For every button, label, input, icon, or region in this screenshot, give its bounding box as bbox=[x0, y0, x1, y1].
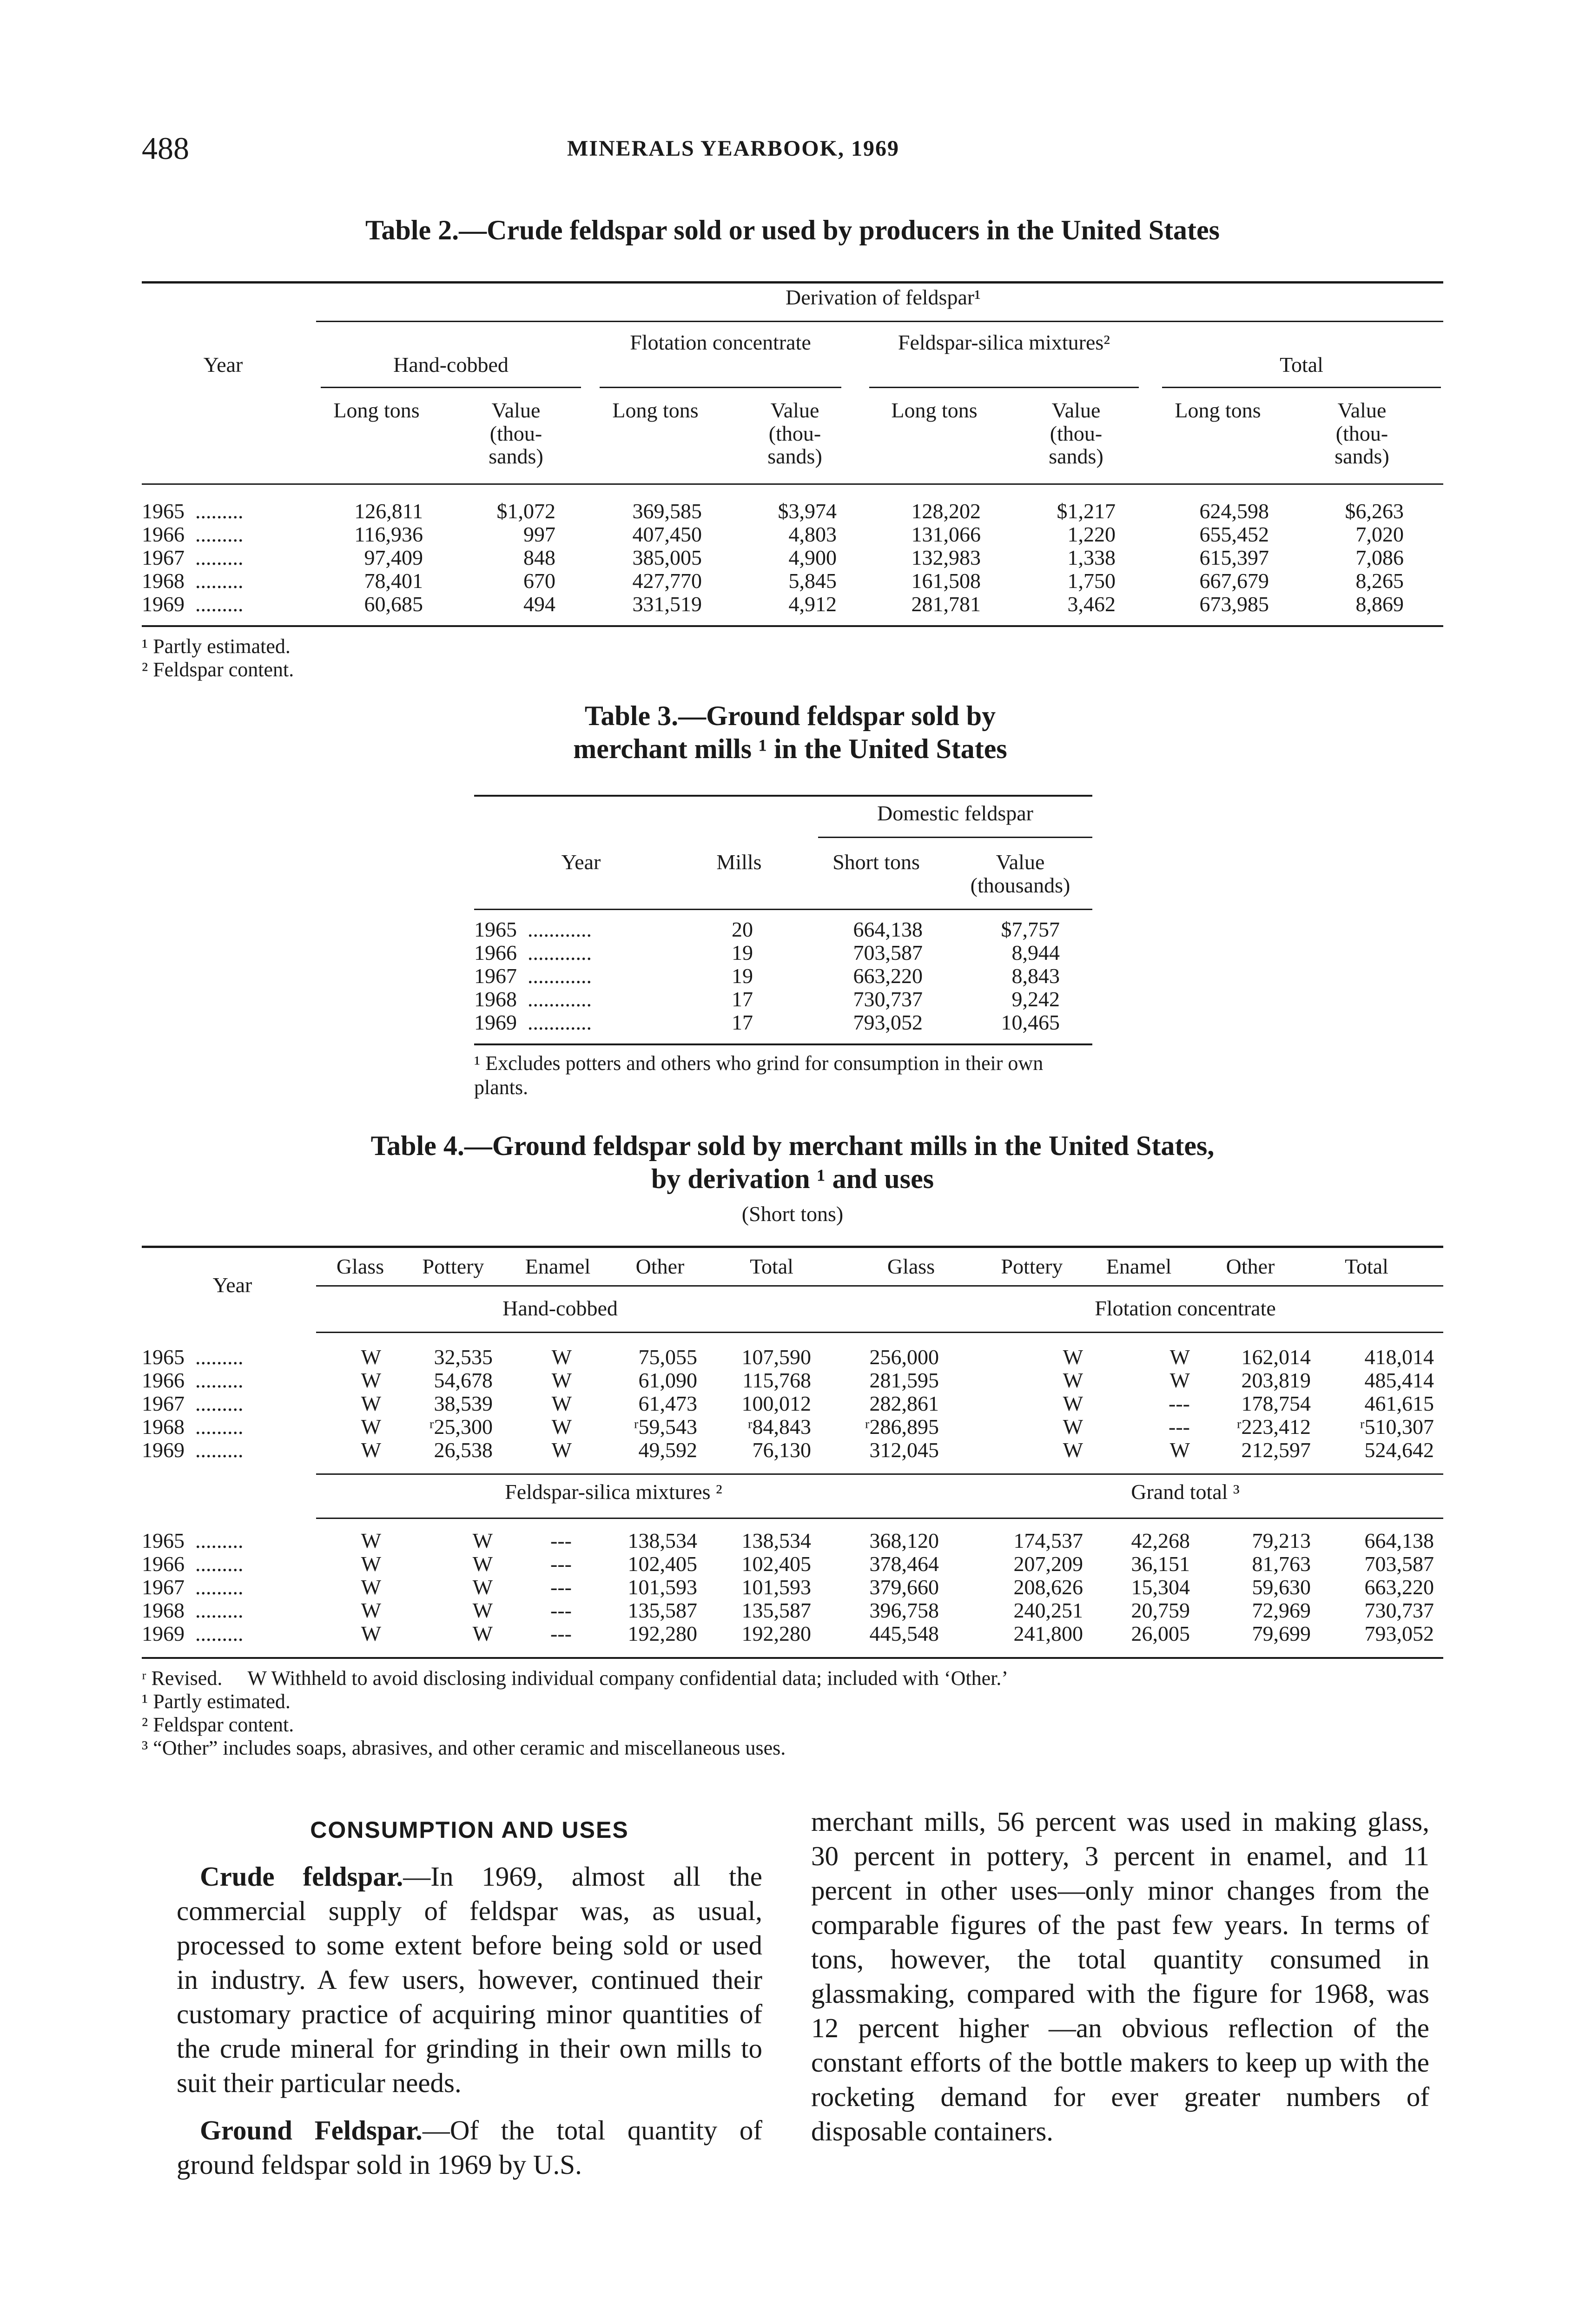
table4-s1-value-cell: 76,130 bbox=[752, 1438, 811, 1462]
table4-s2-value-cell: 664,138 bbox=[1364, 1529, 1434, 1552]
table2-value-cell: 407,450 bbox=[632, 522, 702, 546]
table3-value-cell: 8,843 bbox=[1011, 964, 1060, 988]
table4-s1-value-cell: W bbox=[1063, 1392, 1083, 1415]
table2-leader-dots: ......... bbox=[195, 592, 244, 616]
table4-s1-value-cell: 107,590 bbox=[741, 1345, 811, 1369]
table2-value-cell: 161,508 bbox=[911, 569, 981, 593]
table4-s1-value-cell: ʳ223,412 bbox=[1236, 1415, 1311, 1439]
table2-value-cell: 128,202 bbox=[911, 499, 981, 523]
table4-s1-value-cell: 212,597 bbox=[1241, 1438, 1311, 1462]
table2-sub-value: Value (thou- sands) bbox=[489, 398, 543, 469]
table4-s2-value-cell: 26,005 bbox=[1131, 1622, 1190, 1645]
table4-bottom-rule bbox=[142, 1657, 1443, 1659]
table4-s1-value-cell: W bbox=[1063, 1345, 1083, 1369]
table4-s1-value-cell: W bbox=[361, 1438, 381, 1462]
table4-leader-dots: ......... bbox=[195, 1368, 244, 1392]
table4-footnote: ʳ Revised. W Withheld to avoid disclosing individual company confidential data; included with ‘Other.’ bbox=[142, 1667, 1009, 1690]
table4-top-rule bbox=[142, 1246, 1443, 1248]
table2-sub-value: Value (thou- sands) bbox=[1049, 398, 1103, 469]
table2-year-cell: 1967 bbox=[142, 546, 185, 569]
table4-s2-value-cell: 42,268 bbox=[1131, 1529, 1190, 1552]
table4-s1-value-cell: W bbox=[1063, 1368, 1083, 1392]
table2-value-cell: 4,803 bbox=[788, 522, 837, 546]
table2-value-cell: 8,265 bbox=[1355, 569, 1404, 593]
table4-col-header: Glass bbox=[336, 1254, 384, 1278]
table3-leader-dots: ............ bbox=[528, 1010, 592, 1034]
table4-s2-value-cell: 20,759 bbox=[1131, 1598, 1190, 1622]
table2-value-cell: 655,452 bbox=[1199, 522, 1269, 546]
table3-tons-cell: 703,587 bbox=[853, 941, 923, 964]
table4-section-grand-total: Grand total ³ bbox=[1131, 1480, 1240, 1504]
table4-s2-value-cell: 138,534 bbox=[741, 1529, 811, 1552]
table2-value-cell: 427,770 bbox=[632, 569, 702, 593]
table3-top-rule bbox=[474, 795, 1092, 797]
table2-group-total: Total bbox=[1280, 353, 1323, 376]
table2-group-hand-cobbed: Hand-cobbed bbox=[393, 353, 509, 376]
table4-s2-value-cell: 174,537 bbox=[1013, 1529, 1083, 1552]
ground-body: —Of the total quantity of ground feldspar sold in 1969 by U.S. bbox=[177, 2115, 762, 2180]
table2-value-cell: 132,983 bbox=[911, 546, 981, 569]
table4-s2-value-cell: 379,660 bbox=[869, 1575, 939, 1599]
table3-leader-dots: ............ bbox=[528, 941, 592, 964]
table4-s1-value-cell: ʳ25,300 bbox=[429, 1415, 493, 1439]
table4-s2-value-cell: W bbox=[472, 1622, 493, 1645]
table4-s2-value-cell: --- bbox=[550, 1552, 572, 1576]
table4-s2-value-cell: --- bbox=[550, 1598, 572, 1622]
table2-footnote: ¹ Partly estimated. bbox=[142, 635, 291, 658]
table3-leader-dots: ............ bbox=[528, 918, 592, 941]
table2-footnote: ² Feldspar content. bbox=[142, 658, 294, 681]
table2-leader-dots: ......... bbox=[195, 569, 244, 593]
table4-year-header: Year bbox=[212, 1273, 252, 1297]
table4-cols-rule bbox=[316, 1285, 1443, 1287]
table4-s2-value-cell: 378,464 bbox=[869, 1552, 939, 1576]
table3-mills-cell: 19 bbox=[732, 964, 753, 988]
table4-s1-year-cell: 1969 bbox=[142, 1438, 185, 1462]
table2-value-cell: $3,974 bbox=[778, 499, 837, 523]
table2-header-rule bbox=[142, 483, 1443, 485]
table2-value-cell: $6,263 bbox=[1345, 499, 1404, 523]
table4-s2-value-cell: 79,699 bbox=[1252, 1622, 1311, 1645]
table4-s2-value-cell: 101,593 bbox=[628, 1575, 697, 1599]
table4-s1-value-cell: 100,012 bbox=[741, 1392, 811, 1415]
table2-value-cell: 667,679 bbox=[1199, 569, 1269, 593]
table2-sub-long: Long tons bbox=[612, 398, 699, 422]
table2-year-cell: 1966 bbox=[142, 522, 185, 546]
table4-s1-value-cell: 524,642 bbox=[1364, 1438, 1434, 1462]
table4-s2-value-cell: --- bbox=[550, 1529, 572, 1552]
table4-leader-dots: ......... bbox=[195, 1438, 244, 1462]
table3-tons-cell: 793,052 bbox=[853, 1010, 923, 1034]
table3-tons-cell: 664,138 bbox=[853, 918, 923, 941]
table4-s1-value-cell: 281,595 bbox=[869, 1368, 939, 1392]
table4-s2-value-cell: 15,304 bbox=[1131, 1575, 1190, 1599]
table4-s1-value-cell: 461,615 bbox=[1364, 1392, 1434, 1415]
table4-s2-value-cell: 79,213 bbox=[1252, 1529, 1311, 1552]
table4-s2-value-cell: 208,626 bbox=[1013, 1575, 1083, 1599]
table2-value-cell: 494 bbox=[523, 592, 555, 616]
table2-spanner-rule bbox=[316, 321, 1443, 322]
table4-s2-value-cell: W bbox=[361, 1598, 381, 1622]
table3-year-cell: 1968 bbox=[474, 987, 517, 1011]
table2-value-cell: 670 bbox=[523, 569, 555, 593]
table4-s1-value-cell: --- bbox=[1169, 1392, 1190, 1415]
table4-s2-value-cell: W bbox=[472, 1529, 493, 1552]
table4-section-mixtures: Feldspar-silica mixtures ² bbox=[505, 1480, 722, 1504]
table4-leader-dots: ......... bbox=[195, 1622, 244, 1645]
table2-group-rule bbox=[869, 387, 1139, 388]
paragraph-crude bbox=[177, 1859, 762, 2100]
table4-section-rule bbox=[316, 1332, 1443, 1333]
table2-value-cell: 997 bbox=[523, 522, 555, 546]
table2-sub-long: Long tons bbox=[333, 398, 420, 422]
table4-s1-value-cell: W bbox=[361, 1392, 381, 1415]
paragraph-ground-continued: merchant mills, 56 percent was used in making glass, 30 percent in pottery, 3 percent in enamel, and 11 percent in other uses—only minor changes from the comparable figures of the past few years. In terms of tons, however, the total quantity consumed in glassmaking, compared with the figure for 1968, was 12 percent higher —an obvious reflection of the constant efforts of the bottle makers to keep up with the rocketing demand for ever greater numbers of disposable containers. bbox=[811, 1806, 1429, 2146]
table4-s1-value-cell: W bbox=[551, 1392, 572, 1415]
table4-s1-value-cell: 61,090 bbox=[638, 1368, 697, 1392]
table4-s1-value-cell: ʳ286,895 bbox=[865, 1415, 939, 1439]
table3-mills-cell: 17 bbox=[732, 987, 753, 1011]
table4-s1-value-cell: ʳ59,543 bbox=[634, 1415, 697, 1439]
table3-year-cell: 1965 bbox=[474, 918, 517, 941]
table4-s2-year-cell: 1965 bbox=[142, 1529, 185, 1552]
table4-s1-value-cell: 178,754 bbox=[1241, 1392, 1311, 1415]
table4-s1-value-cell: W bbox=[1169, 1345, 1190, 1369]
table4-s1-value-cell: W bbox=[551, 1438, 572, 1462]
table2-year-cell: 1965 bbox=[142, 499, 185, 523]
table4-title-line1: Table 4.—Ground feldspar sold by merchant mills in the United States, bbox=[370, 1130, 1215, 1161]
right-column bbox=[811, 1804, 1429, 2148]
table4-s1-value-cell: 418,014 bbox=[1364, 1345, 1434, 1369]
table2-leader-dots: ......... bbox=[195, 546, 244, 569]
table4-s1-value-cell: W bbox=[361, 1415, 381, 1439]
table3-value-cell: $7,757 bbox=[1001, 918, 1060, 941]
table2-value-cell: 673,985 bbox=[1199, 592, 1269, 616]
table2-value-cell: 385,005 bbox=[632, 546, 702, 569]
table4-col-header: Pottery bbox=[1001, 1254, 1063, 1278]
table3-year-cell: 1966 bbox=[474, 941, 517, 964]
table2-group-mixtures: Feldspar-silica mixtures² bbox=[898, 330, 1110, 354]
table2-group-flotation: Flotation concentrate bbox=[630, 330, 811, 354]
table2-value-cell: 1,220 bbox=[1067, 522, 1116, 546]
table2-spanner: Derivation of feldspar¹ bbox=[786, 285, 981, 309]
table4-s2-value-cell: 102,405 bbox=[628, 1552, 697, 1576]
table4-s2-value-cell: 135,587 bbox=[628, 1598, 697, 1622]
table4-s2-value-cell: 135,587 bbox=[741, 1598, 811, 1622]
table4-s2-value-cell: W bbox=[361, 1575, 381, 1599]
table2-title: Table 2.—Crude feldspar sold or used by producers in the United States bbox=[365, 215, 1220, 245]
table4-s1-value-cell: W bbox=[551, 1415, 572, 1439]
table4-col-header: Glass bbox=[887, 1254, 935, 1278]
table4-s1-value-cell: 61,473 bbox=[638, 1392, 697, 1415]
table4-s1-value-cell: 485,414 bbox=[1364, 1368, 1434, 1392]
table2-value-cell: 848 bbox=[523, 546, 555, 569]
table2-value-cell: 126,811 bbox=[354, 499, 423, 523]
ground-runin: Ground Feldspar. bbox=[200, 2115, 423, 2146]
table3-year-cell: 1967 bbox=[474, 964, 517, 988]
table3-mills-header: Mills bbox=[716, 850, 762, 874]
table3-tons-cell: 663,220 bbox=[853, 964, 923, 988]
table4-s2-value-cell: --- bbox=[550, 1575, 572, 1599]
table2-value-cell: $1,072 bbox=[496, 499, 555, 523]
table2-value-cell: 7,020 bbox=[1355, 522, 1404, 546]
table2-value-cell: 1,338 bbox=[1067, 546, 1116, 569]
table4-leader-dots: ......... bbox=[195, 1598, 244, 1622]
table4-s2-value-cell: 101,593 bbox=[741, 1575, 811, 1599]
table2-value-cell: 4,912 bbox=[788, 592, 837, 616]
table3-value-cell: 10,465 bbox=[1001, 1010, 1060, 1034]
table4-s1-value-cell: 256,000 bbox=[869, 1345, 939, 1369]
table2-sub-long: Long tons bbox=[1175, 398, 1261, 422]
table4-s2-value-cell: 102,405 bbox=[741, 1552, 811, 1576]
table4-s1-year-cell: 1968 bbox=[142, 1415, 185, 1439]
table4-col-header: Other bbox=[1226, 1254, 1275, 1278]
table3-value-cell: 8,944 bbox=[1011, 941, 1060, 964]
table4-footnote: ³ “Other” includes soaps, abrasives, and other ceramic and miscellaneous uses. bbox=[142, 1736, 786, 1759]
table4-s1-value-cell: W bbox=[1169, 1368, 1190, 1392]
table2-value-cell: 7,086 bbox=[1355, 546, 1404, 569]
table4-s2-value-cell: 240,251 bbox=[1013, 1598, 1083, 1622]
table4-s1-value-cell: --- bbox=[1169, 1415, 1190, 1439]
table4-s2-value-cell: 138,534 bbox=[628, 1529, 697, 1552]
table3-value-cell: 9,242 bbox=[1011, 987, 1060, 1011]
table4-s1-value-cell: 203,819 bbox=[1241, 1368, 1311, 1392]
table4-s2-value-cell: W bbox=[361, 1552, 381, 1576]
table4-s2-value-cell: 396,758 bbox=[869, 1598, 939, 1622]
table4-s2-value-cell: 241,800 bbox=[1013, 1622, 1083, 1645]
table4-s1-value-cell: 312,045 bbox=[869, 1438, 939, 1462]
table2-value-cell: 3,462 bbox=[1067, 592, 1116, 616]
table3-spanner: Domestic feldspar bbox=[877, 801, 1033, 825]
table4-col-header: Enamel bbox=[525, 1254, 591, 1278]
page-number: 488 bbox=[142, 131, 189, 166]
table3-leader-dots: ............ bbox=[528, 987, 592, 1011]
table4-s1-value-cell: 75,055 bbox=[638, 1345, 697, 1369]
table4-s1-value-cell: 38,539 bbox=[434, 1392, 493, 1415]
table2-value-cell: 331,519 bbox=[632, 592, 702, 616]
running-title: MINERALS YEARBOOK, 1969 bbox=[567, 136, 899, 161]
table3-header-rule bbox=[474, 909, 1092, 910]
table4-s1-value-cell: 162,014 bbox=[1241, 1345, 1311, 1369]
table2-sub-value: Value (thou- sands) bbox=[767, 398, 822, 469]
table4-leader-dots: ......... bbox=[195, 1529, 244, 1552]
table4-s2-value-cell: 59,630 bbox=[1252, 1575, 1311, 1599]
table2-leader-dots: ......... bbox=[195, 522, 244, 546]
table4-s1-value-cell: 49,592 bbox=[638, 1438, 697, 1462]
table4-s1-value-cell: 54,678 bbox=[434, 1368, 493, 1392]
crude-body: —In 1969, almost all the commercial supply of feldspar was, as usual, processed to some extent before being sold or used in industry. A few users, however, continued their customary practice of acquiring minor quantities of the crude mineral for grinding in their own mills to suit their particular needs. bbox=[177, 1861, 762, 2098]
table4-s1-value-cell: W bbox=[361, 1368, 381, 1392]
table4-leader-dots: ......... bbox=[195, 1575, 244, 1599]
table2-value-cell: 369,585 bbox=[632, 499, 702, 523]
table4-section2-rule bbox=[316, 1518, 1443, 1519]
table2-value-cell: 97,409 bbox=[364, 546, 423, 569]
table2-group-rule bbox=[321, 387, 581, 388]
table4-s2-value-cell: 72,969 bbox=[1252, 1598, 1311, 1622]
table4-s1-value-cell: W bbox=[551, 1345, 572, 1369]
table2-year-cell: 1968 bbox=[142, 569, 185, 593]
table4-unit: (Short tons) bbox=[741, 1202, 844, 1226]
crude-runin: Crude feldspar. bbox=[200, 1861, 403, 1892]
table4-title-line2: by derivation ¹ and uses bbox=[651, 1163, 934, 1194]
table3-title-line2: merchant mills ¹ in the United States bbox=[573, 733, 1007, 764]
table3-title-line1: Table 3.—Ground feldspar sold by bbox=[584, 700, 996, 731]
table3-value-header: Value (thousands) bbox=[970, 850, 1070, 897]
table4-s1-value-cell: 115,768 bbox=[742, 1368, 811, 1392]
table4-s1-value-cell: 26,538 bbox=[434, 1438, 493, 1462]
table4-s1-value-cell: W bbox=[1063, 1438, 1083, 1462]
table2-value-cell: 1,750 bbox=[1067, 569, 1116, 593]
table3-mills-cell: 17 bbox=[732, 1010, 753, 1034]
table4-col-header: Pottery bbox=[422, 1254, 484, 1278]
table3-spanner-rule bbox=[818, 837, 1092, 838]
table4-s1-value-cell: W bbox=[551, 1368, 572, 1392]
table4-s2-value-cell: --- bbox=[550, 1622, 572, 1645]
table3-mills-cell: 19 bbox=[732, 941, 753, 964]
table4-s1-year-cell: 1966 bbox=[142, 1368, 185, 1392]
table2-value-cell: 615,397 bbox=[1199, 546, 1269, 569]
table2-top-rule bbox=[142, 281, 1443, 284]
section-heading: CONSUMPTION AND USES bbox=[310, 1817, 629, 1843]
table2-group-rule bbox=[600, 387, 841, 388]
table4-s2-year-cell: 1967 bbox=[142, 1575, 185, 1599]
table4-s2-value-cell: W bbox=[361, 1622, 381, 1645]
table2-sub-long: Long tons bbox=[891, 398, 978, 422]
table4-s2-value-cell: 663,220 bbox=[1364, 1575, 1434, 1599]
table2-value-cell: 116,936 bbox=[354, 522, 423, 546]
table2-value-cell: 131,066 bbox=[911, 522, 981, 546]
table4-s2-value-cell: W bbox=[361, 1529, 381, 1552]
table4-s2-value-cell: W bbox=[472, 1575, 493, 1599]
table2-value-cell: 60,685 bbox=[364, 592, 423, 616]
table2-bottom-rule bbox=[142, 625, 1443, 627]
table4-col-header: Other bbox=[635, 1254, 685, 1278]
paragraph-ground bbox=[177, 2113, 762, 2182]
table3-bottom-rule bbox=[474, 1043, 1092, 1045]
table3-year-header: Year bbox=[561, 850, 601, 874]
table4-col-header: Enamel bbox=[1106, 1254, 1172, 1278]
table4-section-flotation: Flotation concentrate bbox=[1095, 1296, 1276, 1320]
left-column bbox=[177, 1813, 762, 2182]
table4-leader-dots: ......... bbox=[195, 1552, 244, 1576]
table4-s2-value-cell: 36,151 bbox=[1131, 1552, 1190, 1576]
table4-footnote: ² Feldspar content. bbox=[142, 1713, 294, 1736]
table4-s1-value-cell: ʳ84,843 bbox=[747, 1415, 811, 1439]
table3-mills-cell: 20 bbox=[732, 918, 753, 941]
table3-title bbox=[465, 700, 1116, 766]
table2-value-cell: 5,845 bbox=[788, 569, 837, 593]
table2-value-cell: 4,900 bbox=[788, 546, 837, 569]
table4-s2-value-cell: 368,120 bbox=[869, 1529, 939, 1552]
table4-s2-value-cell: 730,737 bbox=[1364, 1598, 1434, 1622]
table4-col-header: Total bbox=[1345, 1254, 1388, 1278]
table4-leader-dots: ......... bbox=[195, 1415, 244, 1439]
table4-s2-value-cell: 703,587 bbox=[1364, 1552, 1434, 1576]
table2-value-cell: 78,401 bbox=[364, 569, 423, 593]
table2-group-rule bbox=[1162, 387, 1441, 388]
table4-s1-value-cell: W bbox=[1169, 1438, 1190, 1462]
table2-year-header: Year bbox=[203, 353, 243, 376]
table3-short-header: Short tons bbox=[832, 850, 920, 874]
table4-s1-year-cell: 1965 bbox=[142, 1345, 185, 1369]
table4-s2-value-cell: 793,052 bbox=[1364, 1622, 1434, 1645]
table2-sub-value: Value (thou- sands) bbox=[1334, 398, 1389, 469]
table4-col-header: Total bbox=[750, 1254, 793, 1278]
table3-tons-cell: 730,737 bbox=[853, 987, 923, 1011]
table4-s2-value-cell: W bbox=[472, 1552, 493, 1576]
table4-s2-value-cell: W bbox=[472, 1598, 493, 1622]
table3-footnote: ¹ Excludes potters and others who grind for consumption in their own plants. bbox=[474, 1052, 1044, 1099]
table2-value-cell: 281,781 bbox=[911, 592, 981, 616]
table2-value-cell: 624,598 bbox=[1199, 499, 1269, 523]
table4-footnote: ¹ Partly estimated. bbox=[142, 1690, 291, 1713]
table4-s1-value-cell: W bbox=[1063, 1415, 1083, 1439]
table4-s2-value-cell: 192,280 bbox=[741, 1622, 811, 1645]
table4-s2-year-cell: 1968 bbox=[142, 1598, 185, 1622]
table4-s2-value-cell: 445,548 bbox=[869, 1622, 939, 1645]
table4-title bbox=[142, 1129, 1443, 1195]
table4-s2-value-cell: 207,209 bbox=[1013, 1552, 1083, 1576]
table2-year-cell: 1969 bbox=[142, 592, 185, 616]
table4-section2-top-rule bbox=[316, 1473, 1443, 1475]
table4-section-hand-cobbed: Hand-cobbed bbox=[502, 1296, 618, 1320]
table4-s2-value-cell: 192,280 bbox=[628, 1622, 697, 1645]
table4-s1-year-cell: 1967 bbox=[142, 1392, 185, 1415]
table3-year-cell: 1969 bbox=[474, 1010, 517, 1034]
table4-leader-dots: ......... bbox=[195, 1392, 244, 1415]
table4-s1-value-cell: 282,861 bbox=[869, 1392, 939, 1415]
table2-value-cell: $1,217 bbox=[1057, 499, 1116, 523]
table4-s2-year-cell: 1966 bbox=[142, 1552, 185, 1576]
table3-leader-dots: ............ bbox=[528, 964, 592, 988]
table4-leader-dots: ......... bbox=[195, 1345, 244, 1369]
table2-leader-dots: ......... bbox=[195, 499, 244, 523]
table4-s1-value-cell: 32,535 bbox=[434, 1345, 493, 1369]
table4-s2-value-cell: 81,763 bbox=[1252, 1552, 1311, 1576]
table4-s2-year-cell: 1969 bbox=[142, 1622, 185, 1645]
table2-value-cell: 8,869 bbox=[1355, 592, 1404, 616]
table4-s1-value-cell: ʳ510,307 bbox=[1360, 1415, 1434, 1439]
table4-s1-value-cell: W bbox=[361, 1345, 381, 1369]
